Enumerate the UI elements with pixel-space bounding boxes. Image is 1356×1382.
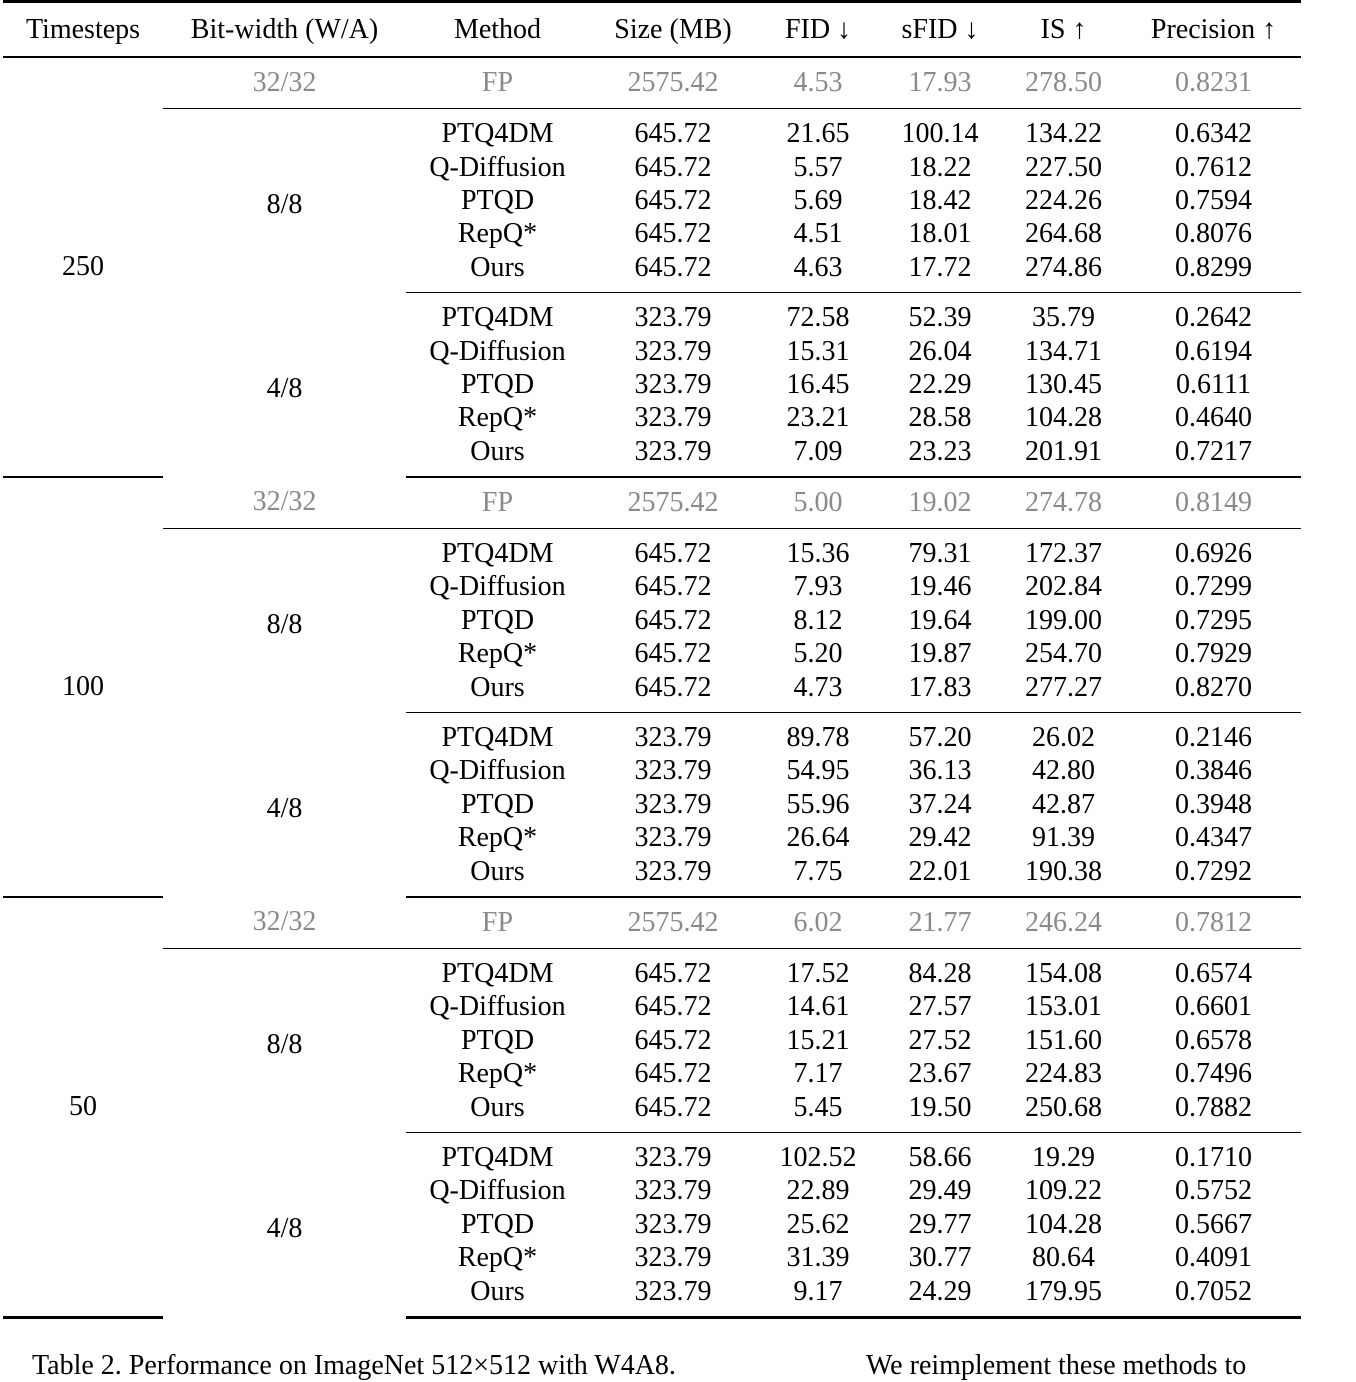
method-cell: RepQ*	[457, 1058, 538, 1090]
precision-cell: 0.5752	[1175, 1175, 1252, 1207]
precision-cell: 0.7882	[1126, 1090, 1301, 1132]
fid-cell: 5.45	[757, 1090, 879, 1132]
precision-cell: 0.7217	[1126, 435, 1301, 477]
is-cell: 104.28	[1025, 402, 1102, 434]
header-is: IS ↑	[1040, 13, 1087, 45]
size-cell: 323.79	[634, 722, 712, 754]
is-cell: 104.28	[1025, 1208, 1102, 1240]
is-cell: 42.87	[1032, 788, 1095, 820]
precision-cell: 0.3948	[1175, 788, 1252, 820]
method-cell: PTQ4DM	[441, 538, 554, 570]
size-cell: 323.79	[634, 302, 712, 334]
precision-cell: 0.2146	[1175, 722, 1252, 754]
method-cell: Ours	[406, 251, 589, 293]
size-cell: 645.72	[634, 958, 712, 989]
is-cell: 199.00	[1025, 604, 1102, 636]
sfid-cell: 58.66	[908, 1141, 972, 1173]
fid-cell: 7.09	[757, 435, 879, 477]
method-cell: PTQD	[460, 788, 535, 820]
size-cell: 323.79	[634, 1242, 712, 1274]
bitwidth-cell: 4/8	[266, 1213, 303, 1245]
sfid-cell: 22.29	[908, 368, 972, 400]
method-cell: PTQ4DM	[441, 118, 554, 150]
size-cell: 645.72	[634, 151, 712, 183]
sfid-cell: 30.77	[908, 1242, 972, 1274]
header-bitwidth: Bit-width (W/A)	[190, 13, 379, 45]
method-cell: Ours	[406, 435, 589, 477]
is-cell: 274.78	[1001, 477, 1126, 529]
header-precision: Precision ↑	[1150, 13, 1277, 45]
size-cell: 2575.42	[589, 477, 757, 529]
size-cell: 645.72	[634, 571, 712, 603]
is-cell: 278.50	[1001, 57, 1126, 109]
is-cell: 151.60	[1025, 1024, 1102, 1056]
sfid-cell: 18.01	[908, 218, 972, 250]
precision-cell: 0.3846	[1175, 755, 1252, 787]
is-cell: 254.70	[1025, 638, 1102, 670]
fid-cell: 15.21	[786, 1024, 850, 1056]
fid-cell: 4.51	[793, 218, 843, 250]
table-row-fp	[3, 897, 1301, 949]
is-cell: 277.27	[1001, 670, 1126, 712]
table-row	[3, 109, 1301, 151]
fid-cell: 31.39	[786, 1242, 850, 1274]
precision-cell: 0.6194	[1175, 335, 1252, 367]
fid-cell: 7.17	[793, 1058, 843, 1090]
is-cell: 250.68	[1001, 1090, 1126, 1132]
method-cell: Ours	[406, 670, 589, 712]
table-caption: Table 2. Performance on ImageNet 512×512 with W4A8.	[32, 1350, 676, 1381]
sfid-cell: 18.42	[908, 184, 972, 216]
size-cell: 323.79	[634, 335, 712, 367]
size-cell: 645.72	[589, 251, 757, 293]
header-size: Size (MB)	[614, 13, 732, 45]
precision-cell: 0.6926	[1175, 538, 1252, 570]
table-body	[3, 57, 1301, 1317]
sfid-cell: 18.22	[908, 151, 972, 183]
precision-cell: 0.8270	[1126, 670, 1301, 712]
sfid-cell: 37.24	[908, 788, 972, 820]
is-cell: 134.22	[1025, 118, 1102, 150]
bitwidth-cell: 32/32	[163, 57, 406, 109]
method-cell: FP	[406, 897, 589, 949]
is-cell: 202.84	[1025, 571, 1102, 603]
precision-cell: 0.7292	[1126, 854, 1301, 896]
method-cell: Ours	[406, 1090, 589, 1132]
bitwidth-cell: 8/8	[266, 1029, 303, 1061]
method-cell: FP	[406, 57, 589, 109]
bitwidth-cell: 4/8	[266, 373, 303, 405]
sfid-cell: 26.04	[908, 335, 972, 367]
size-cell: 323.79	[634, 1208, 712, 1240]
fid-cell: 5.57	[793, 151, 843, 183]
method-cell: Ours	[406, 1274, 589, 1317]
sfid-cell: 52.39	[908, 302, 972, 334]
fid-cell: 7.75	[757, 854, 879, 896]
size-cell: 645.72	[634, 1058, 712, 1090]
size-cell: 2575.42	[589, 897, 757, 949]
sfid-cell: 27.52	[908, 1024, 972, 1056]
size-cell: 645.72	[634, 118, 712, 150]
precision-cell: 0.6578	[1175, 1024, 1252, 1056]
method-cell: Q-Diffusion	[429, 571, 566, 603]
fid-cell: 22.89	[786, 1175, 850, 1207]
fid-cell: 5.20	[793, 638, 843, 670]
results-table	[3, 0, 1301, 1319]
precision-cell: 0.7612	[1175, 151, 1252, 183]
sfid-cell: 27.57	[908, 991, 972, 1023]
sfid-cell: 19.50	[879, 1090, 1001, 1132]
is-cell: 91.39	[1032, 822, 1095, 854]
size-cell: 645.72	[589, 1090, 757, 1132]
method-cell: RepQ*	[457, 402, 538, 434]
method-cell: RepQ*	[457, 1242, 538, 1274]
is-cell: 154.08	[1025, 958, 1102, 989]
size-cell: 323.79	[634, 755, 712, 787]
precision-cell: 0.6574	[1175, 958, 1252, 989]
is-cell: 153.01	[1025, 991, 1102, 1023]
method-cell: FP	[406, 477, 589, 529]
sfid-cell: 29.42	[908, 822, 972, 854]
bitwidth-cell: 32/32	[163, 477, 406, 529]
method-cell: PTQD	[460, 604, 535, 636]
fid-cell: 17.52	[786, 958, 850, 989]
method-cell: PTQ4DM	[441, 958, 554, 989]
is-cell: 224.83	[1025, 1058, 1102, 1090]
size-cell: 323.79	[634, 1141, 712, 1173]
fid-cell: 25.62	[786, 1208, 850, 1240]
size-cell: 645.72	[634, 218, 712, 250]
precision-cell: 0.2642	[1175, 302, 1252, 334]
method-cell: PTQD	[460, 1208, 535, 1240]
bitwidth-cell: 8/8	[266, 189, 303, 221]
method-cell: PTQ4DM	[441, 722, 554, 754]
is-cell: 42.80	[1032, 755, 1095, 787]
is-cell: 35.79	[1032, 302, 1095, 334]
sfid-cell: 29.49	[908, 1175, 972, 1207]
sfid-cell: 23.67	[908, 1058, 972, 1090]
precision-cell: 0.7295	[1175, 604, 1252, 636]
sfid-cell: 100.14	[901, 118, 979, 150]
fid-cell: 89.78	[786, 722, 850, 754]
precision-cell: 0.8299	[1126, 251, 1301, 293]
size-cell: 645.72	[589, 670, 757, 712]
size-cell: 323.79	[634, 1175, 712, 1207]
sfid-cell: 19.46	[908, 571, 972, 603]
is-cell: 26.02	[1032, 722, 1095, 754]
fid-cell: 54.95	[786, 755, 850, 787]
is-cell: 134.71	[1025, 335, 1102, 367]
fid-cell: 55.96	[786, 788, 850, 820]
sfid-cell: 19.02	[879, 477, 1001, 529]
is-cell: 264.68	[1025, 218, 1102, 250]
timesteps-cell: 100	[3, 477, 163, 897]
precision-cell: 0.7812	[1126, 897, 1301, 949]
precision-cell: 0.7299	[1175, 571, 1252, 603]
table-row-fp	[3, 57, 1301, 109]
method-cell: Ours	[406, 854, 589, 896]
size-cell: 645.72	[634, 604, 712, 636]
fid-cell: 26.64	[786, 822, 850, 854]
is-cell: 246.24	[1001, 897, 1126, 949]
size-cell: 645.72	[634, 538, 712, 570]
is-cell: 201.91	[1001, 435, 1126, 477]
timesteps-cell: 50	[3, 897, 163, 1317]
method-cell: Q-Diffusion	[429, 335, 566, 367]
table-row	[3, 1132, 1301, 1174]
precision-cell: 0.8076	[1175, 218, 1252, 250]
precision-cell: 0.6111	[1176, 368, 1251, 400]
fid-cell: 7.93	[793, 571, 843, 603]
precision-cell: 0.5667	[1175, 1208, 1252, 1240]
method-cell: RepQ*	[457, 638, 538, 670]
header-fid: FID ↓	[784, 13, 852, 45]
sfid-cell: 79.31	[908, 538, 972, 570]
method-cell: RepQ*	[457, 218, 538, 250]
method-cell: Q-Diffusion	[429, 151, 566, 183]
precision-cell: 0.7052	[1126, 1274, 1301, 1317]
is-cell: 274.86	[1001, 251, 1126, 293]
table-header-row	[3, 2, 1301, 58]
size-cell: 645.72	[634, 184, 712, 216]
size-cell: 645.72	[634, 638, 712, 670]
sfid-cell: 24.29	[879, 1274, 1001, 1317]
table-row-fp	[3, 477, 1301, 529]
method-cell: PTQ4DM	[441, 302, 554, 334]
sfid-cell: 19.87	[908, 638, 972, 670]
fid-cell: 4.73	[757, 670, 879, 712]
is-cell: 190.38	[1001, 854, 1126, 896]
sfid-cell: 17.93	[879, 57, 1001, 109]
is-cell: 19.29	[1032, 1141, 1095, 1173]
fid-cell: 5.69	[793, 184, 843, 216]
sfid-cell: 36.13	[908, 755, 972, 787]
precision-cell: 0.4091	[1175, 1242, 1252, 1274]
fid-cell: 23.21	[786, 402, 850, 434]
bitwidth-cell: 4/8	[266, 793, 303, 825]
sfid-cell: 17.83	[879, 670, 1001, 712]
header-method: Method	[453, 13, 542, 45]
precision-cell: 0.1710	[1175, 1141, 1252, 1173]
precision-cell: 0.7496	[1175, 1058, 1252, 1090]
sfid-cell: 29.77	[908, 1208, 972, 1240]
fid-cell: 15.36	[786, 538, 850, 570]
sfid-cell: 21.77	[879, 897, 1001, 949]
fid-cell: 21.65	[786, 118, 850, 150]
size-cell: 323.79	[634, 368, 712, 400]
precision-cell: 0.7594	[1175, 184, 1252, 216]
precision-cell: 0.7929	[1175, 638, 1252, 670]
is-cell: 179.95	[1001, 1274, 1126, 1317]
method-cell: PTQD	[460, 368, 535, 400]
table-row	[3, 948, 1301, 990]
fid-cell: 16.45	[786, 368, 850, 400]
size-cell: 2575.42	[589, 57, 757, 109]
fid-cell: 14.61	[786, 991, 850, 1023]
fid-cell: 6.02	[757, 897, 879, 949]
fid-cell: 4.53	[757, 57, 879, 109]
is-cell: 109.22	[1025, 1175, 1102, 1207]
bitwidth-cell: 8/8	[266, 609, 303, 641]
precision-cell: 0.6342	[1175, 118, 1252, 150]
precision-cell: 0.8231	[1126, 57, 1301, 109]
precision-cell: 0.4640	[1175, 402, 1252, 434]
method-cell: Q-Diffusion	[429, 755, 566, 787]
is-cell: 80.64	[1032, 1242, 1095, 1274]
size-cell: 323.79	[634, 788, 712, 820]
is-cell: 227.50	[1025, 151, 1102, 183]
fid-cell: 72.58	[786, 302, 850, 334]
size-cell: 323.79	[589, 854, 757, 896]
method-cell: PTQD	[460, 184, 535, 216]
fid-cell: 15.31	[786, 335, 850, 367]
body-text-fragment: We reimplement these methods to	[866, 1350, 1247, 1381]
is-cell: 172.37	[1025, 538, 1102, 570]
precision-cell: 0.8149	[1126, 477, 1301, 529]
sfid-cell: 23.23	[879, 435, 1001, 477]
fid-cell: 9.17	[757, 1274, 879, 1317]
header-timesteps: Timesteps	[25, 13, 141, 45]
sfid-cell: 19.64	[908, 604, 972, 636]
size-cell: 645.72	[634, 991, 712, 1023]
sfid-cell: 22.01	[879, 854, 1001, 896]
method-cell: RepQ*	[457, 822, 538, 854]
is-cell: 130.45	[1025, 368, 1102, 400]
size-cell: 323.79	[589, 435, 757, 477]
size-cell: 323.79	[634, 402, 712, 434]
fid-cell: 102.52	[779, 1141, 857, 1173]
fid-cell: 5.00	[757, 477, 879, 529]
method-cell: PTQD	[460, 1024, 535, 1056]
size-cell: 645.72	[634, 1024, 712, 1056]
method-cell: Q-Diffusion	[429, 1175, 566, 1207]
size-cell: 323.79	[589, 1274, 757, 1317]
precision-cell: 0.4347	[1175, 822, 1252, 854]
method-cell: PTQ4DM	[441, 1141, 554, 1173]
sfid-cell: 17.72	[879, 251, 1001, 293]
is-cell: 224.26	[1025, 184, 1102, 216]
bitwidth-cell: 32/32	[163, 897, 406, 949]
table-row	[3, 292, 1301, 334]
sfid-cell: 28.58	[908, 402, 972, 434]
fid-cell: 8.12	[793, 604, 843, 636]
table-row	[3, 712, 1301, 754]
size-cell: 323.79	[634, 822, 712, 854]
sfid-cell: 57.20	[908, 722, 972, 754]
precision-cell: 0.6601	[1175, 991, 1252, 1023]
timesteps-cell: 250	[3, 57, 163, 477]
sfid-cell: 84.28	[908, 958, 972, 989]
table-row	[3, 528, 1301, 570]
method-cell: Q-Diffusion	[429, 991, 566, 1023]
fid-cell: 4.63	[757, 251, 879, 293]
header-sfid: sFID ↓	[901, 13, 979, 45]
